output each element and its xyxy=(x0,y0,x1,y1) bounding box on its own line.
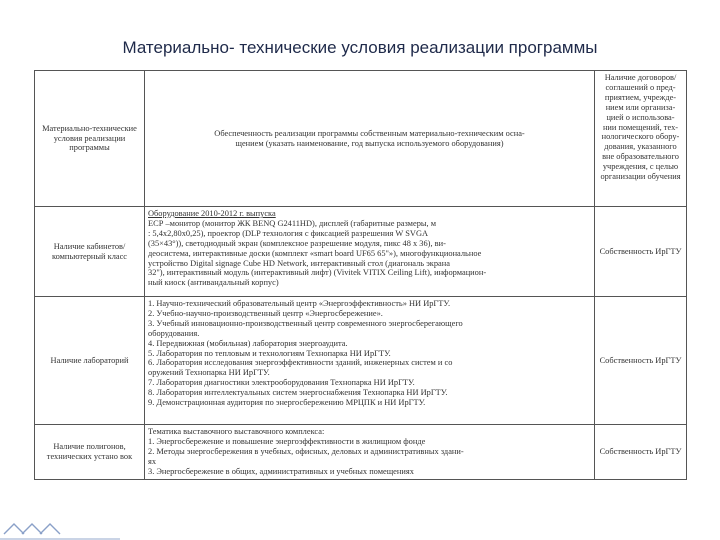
text-line: приятием, учрежде- xyxy=(604,92,677,102)
text-line: нием или организа- xyxy=(605,102,676,112)
status-cell: Собственность ИрГТУ xyxy=(595,425,687,480)
text-line: щением (указать наименование, год выпуска используемого оборудования) xyxy=(235,138,504,148)
text-line: Наличие договоров/ xyxy=(604,73,677,82)
row-heading-cell: Наличие полигонов, технических устано вок xyxy=(35,425,145,480)
text-line: учреждения, с целью xyxy=(602,162,679,172)
text-line: Обеспеченность реализации программы собственным материально-техническим осна- xyxy=(214,128,525,138)
text-line: ный киоск (антивандальный корпус) xyxy=(148,278,279,288)
row-heading-cell: Материально-технические условия реализации программы xyxy=(35,71,145,207)
table-row xyxy=(35,297,687,425)
status-cell: Собственность ИрГТУ xyxy=(595,207,687,297)
text-line: дования, указанного xyxy=(604,142,677,152)
slide-title: Материально- технические условия реализации программы xyxy=(122,38,598,57)
text-line: : 5,4х2,80х0,25), проектор (DLP технология с фиксацией разрешения W SVGA xyxy=(148,228,429,238)
text-line: 8. Лаборатория интеллектуальных систем энергоснабжения Технопарка НИ ИрГТУ. xyxy=(148,388,448,398)
text-line: устройство Digital signage Cube HD Network, интерактивный стол (диагональ экрана xyxy=(148,258,450,268)
text-line: нологического обору- xyxy=(601,132,680,142)
text-line: 2. Учебно-научно-производственный центр «Энергосбережение». xyxy=(148,308,383,318)
text-line: Оборудование 2010-2012 г. выпуска xyxy=(148,209,276,218)
text-line: (35×43°)), светодиодный экран (комплексное разрешение модуля, пикс 48 х 36), ви- xyxy=(148,238,446,248)
text-line: вне образовательного xyxy=(602,152,679,162)
content-cell xyxy=(145,207,595,297)
text-line: 3. Учебный инновационно-производственный центр современного энергосберегающего xyxy=(148,318,463,328)
text-line: 5. Лаборатория по тепловым и технологиям Технопарка НИ ИрГТУ. xyxy=(148,348,391,358)
text-line: 7. Лаборатория диагностики электрооборудования Технопарка НИ ИрГТУ. xyxy=(148,378,415,388)
decorative-arrows-icon xyxy=(0,510,120,540)
text-line: 1. Научно-технический образовательный центр «Энергоэффективность» НИ ИрГТУ. xyxy=(148,299,451,308)
text-line: 4. Передвижная (мобильная) лаборатория энергоаудита. xyxy=(148,338,348,348)
text-line: деосистема, интерактивные доски (комплект «smart board UF65 65"»), многофункциональное xyxy=(148,248,482,258)
status-cell xyxy=(595,71,687,207)
text-line: 32"), интерактивный модуль (интерактивный лифт) (Vivitek VITIX Ceiling Lift), информацион- xyxy=(148,268,487,278)
text-line: нии помещений, тех- xyxy=(602,122,679,132)
text-line: Тематика выставочного выставочного комплекса: xyxy=(148,427,325,436)
conditions-table xyxy=(34,70,687,480)
text-line: 3. Энергосбережение в общих, административных и учебных помещениях xyxy=(148,466,414,476)
row-heading-cell: Наличие лабораторий xyxy=(35,297,145,425)
text-line: соглашений о пред- xyxy=(605,82,676,92)
text-line: ЕСР –монитор (монитор ЖК BENQ G2411HD), дисплей (габаритные размеры, м xyxy=(148,218,436,228)
text-line: 6. Лаборатория исследования энергоэффективности зданий, инженерных систем и со xyxy=(148,358,453,368)
text-line: ях xyxy=(148,456,157,466)
table-row xyxy=(35,71,687,207)
status-cell: Собственность ИрГТУ xyxy=(595,297,687,425)
content-cell xyxy=(145,425,595,480)
text-line: 2. Методы энергосбережения в учебных, офисных, деловых и административных здани- xyxy=(148,446,464,456)
content-cell xyxy=(145,71,595,207)
row-heading-cell: Наличие кабинетов/ компьютерный класс xyxy=(35,207,145,297)
text-line: 1. Энергосбережение и повышение энергоэффективности в жилищном фонде xyxy=(148,436,426,446)
text-line: 9. Демонстрационная аудитория по энергосбережению МРЦПК и НИ ИрГТУ. xyxy=(148,398,426,408)
text-line: оружений Технопарка НИ ИрГТУ. xyxy=(148,368,270,378)
text-line: организации обучения xyxy=(600,172,681,182)
text-line: оборудования. xyxy=(148,328,200,338)
table-row xyxy=(35,425,687,480)
content-cell xyxy=(145,297,595,425)
table-row xyxy=(35,207,687,297)
text-line: цией о использова- xyxy=(606,112,675,122)
